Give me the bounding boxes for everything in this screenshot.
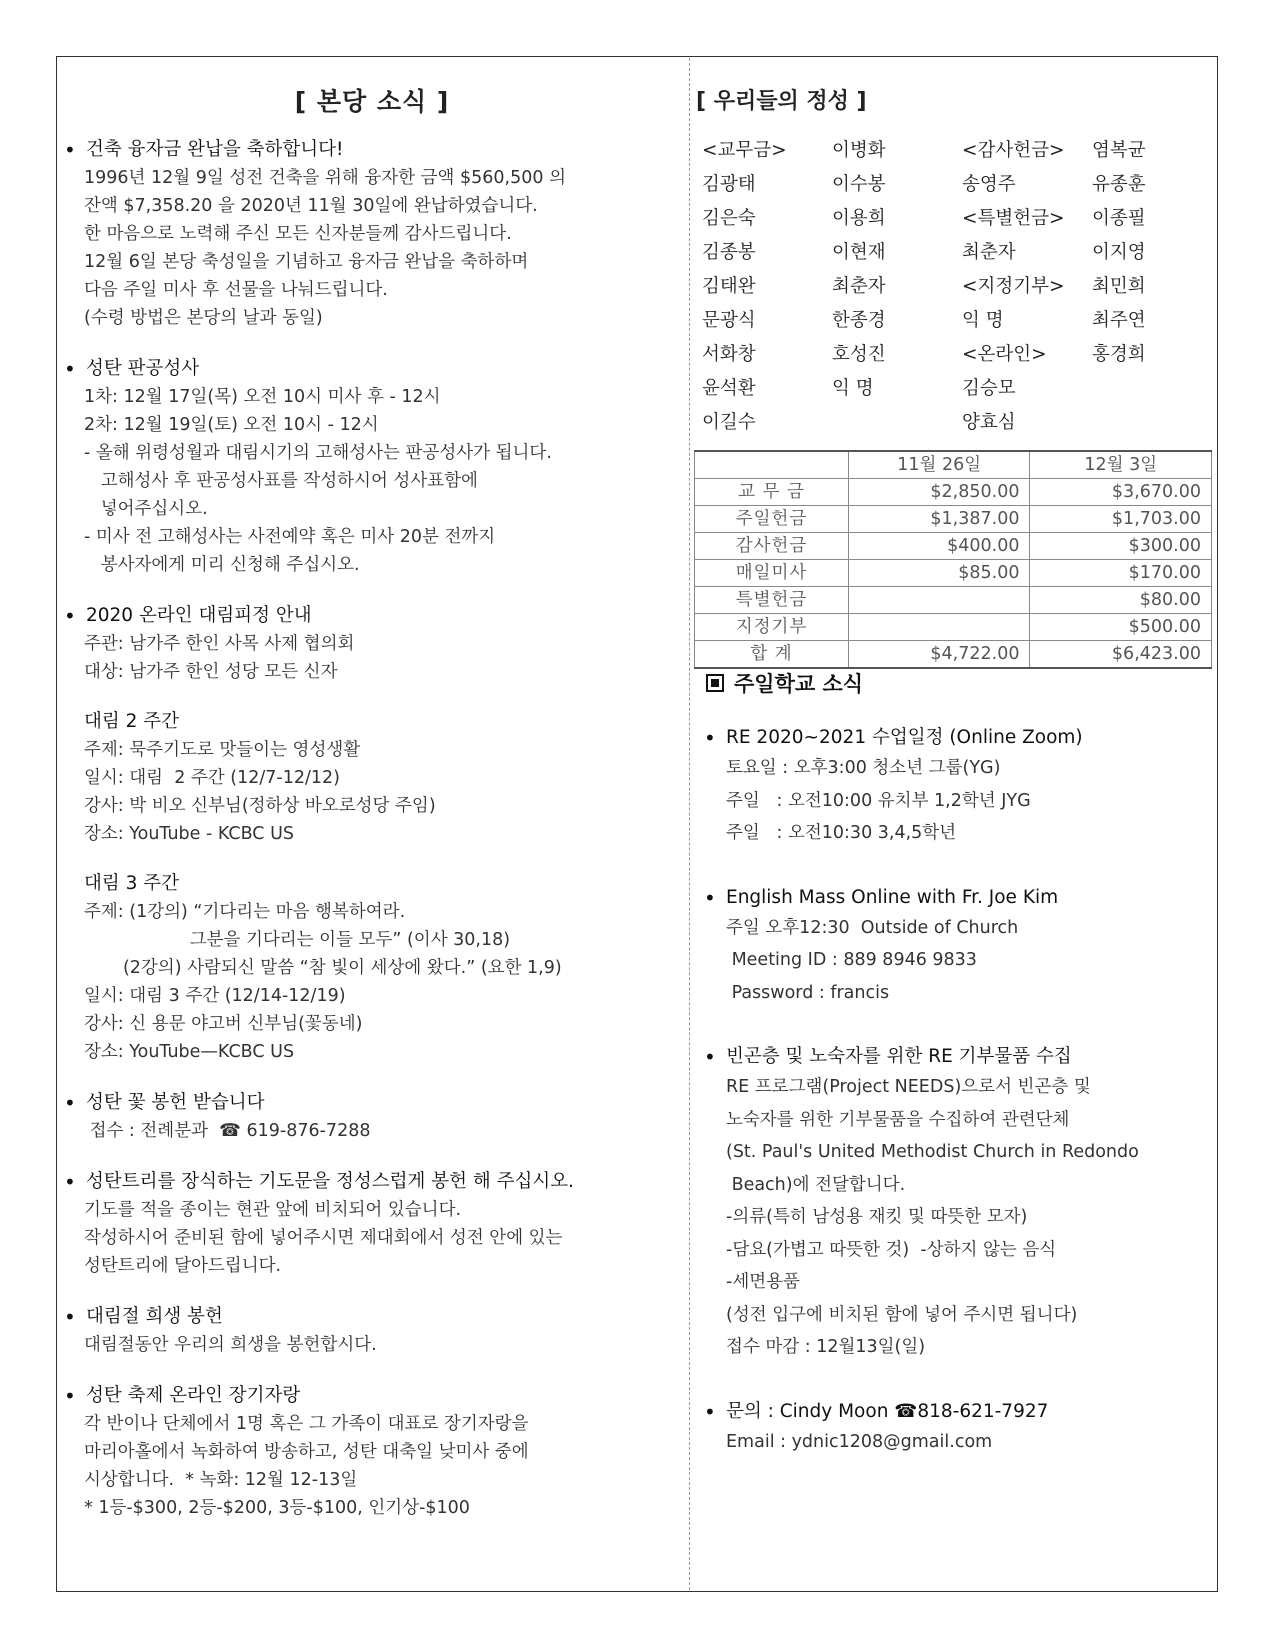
school-line: 접수 마감 : 12월13일(일) bbox=[726, 1337, 926, 1357]
school-line: -담요(가볍고 따뜻한 것) -상하지 않는 음식 bbox=[726, 1239, 1057, 1260]
offering-type: 합 계 bbox=[695, 641, 849, 669]
donor-name: 유종훈 bbox=[1092, 174, 1146, 195]
offering-type: 지정기부 bbox=[695, 614, 849, 641]
offering-amount: $300.00 bbox=[1030, 533, 1212, 560]
news-line: 주제: 묵주기도로 맛들이는 영성생활 bbox=[84, 740, 361, 760]
school-line: 토요일 : 오후3:00 청소년 그룹(YG) bbox=[726, 758, 1001, 778]
news-item-advent-retreat bbox=[62, 602, 702, 1066]
news-line: 작성하시어 준비된 함에 넣어주시면 제대회에서 성전 안에 있는 bbox=[84, 1228, 563, 1248]
news-line: 각 반이나 단체에서 1명 혹은 그 가족이 대표로 장기자랑을 bbox=[84, 1414, 529, 1434]
offerings-title: [ 우리들의 정성 ] bbox=[696, 89, 867, 114]
donor-name: <교무금> bbox=[702, 140, 787, 161]
offering-amount: $6,423.00 bbox=[1030, 641, 1212, 669]
donor-name: <특별헌금> bbox=[962, 208, 1065, 229]
donor-name: 김태완 bbox=[702, 276, 756, 297]
news-line: * 1등-$300, 2등-$200, 3등-$100, 인기상-$100 bbox=[84, 1498, 470, 1518]
school-line: Password : francis bbox=[726, 982, 890, 1003]
news-line: 시상합니다. * 녹화: 12월 12-13일 bbox=[84, 1470, 358, 1490]
offering-amount bbox=[849, 587, 1030, 614]
school-line: 주일 : 오전10:00 유치부 1,2학년 JYG bbox=[726, 790, 1031, 811]
news-line: 그분을 기다리는 이들 모두” (이사 30,18) bbox=[84, 930, 511, 950]
table-row bbox=[695, 614, 1212, 641]
news-line: 마리아홀에서 녹화하여 방송하고, 성탄 대축일 낮미사 중에 bbox=[84, 1442, 529, 1462]
news-item-title: • 성탄 꽃 봉헌 받습니다 bbox=[62, 1089, 702, 1117]
news-line: - 미사 전 고해성사는 사전예약 혹은 미사 20분 전까지 bbox=[84, 527, 496, 547]
donor-name: 이지영 bbox=[1092, 242, 1146, 263]
offering-amount: $3,670.00 bbox=[1030, 479, 1212, 506]
offering-amount: $2,850.00 bbox=[849, 479, 1030, 506]
offering-amount: $400.00 bbox=[849, 533, 1030, 560]
offering-table bbox=[694, 450, 1212, 669]
donor-name: 최민희 bbox=[1092, 276, 1146, 297]
contact-email[interactable]: Email : ydnic1208@gmail.com bbox=[726, 1431, 993, 1452]
table-row bbox=[695, 560, 1212, 587]
school-item-title: • English Mass Online with Fr. Joe Kim bbox=[692, 884, 1212, 912]
donor-name: <지정기부> bbox=[962, 276, 1065, 297]
donor-name: <온라인> bbox=[962, 344, 1047, 365]
donor-list bbox=[702, 134, 1202, 440]
retreat-week-3 bbox=[62, 870, 702, 1066]
retreat-week-title: 대림 2 주간 bbox=[84, 711, 180, 732]
donor-name: 이용희 bbox=[832, 208, 886, 229]
donor-name: 김은숙 bbox=[702, 208, 756, 229]
news-line: 접수 : 전례분과 ☎ 619-876-7288 bbox=[84, 1121, 371, 1141]
news-line: 2차: 12월 19일(토) 오전 10시 - 12시 bbox=[84, 415, 379, 435]
offering-amount: $500.00 bbox=[1030, 614, 1212, 641]
news-line: 주관: 남가주 한인 사목 사제 협의회 bbox=[84, 634, 355, 654]
school-line: 주일 오후12:30 Outside of Church bbox=[726, 917, 1019, 938]
news-line: 잔액 $7,358.20 을 2020년 11월 30일에 완납하였습니다. bbox=[84, 196, 538, 216]
news-line: 주제: (1강의) “기다리는 마음 행복하여라. bbox=[84, 902, 406, 922]
table-row bbox=[695, 506, 1212, 533]
news-line: 1차: 12월 17일(목) 오전 10시 미사 후 - 12시 bbox=[84, 387, 441, 407]
school-item-donation-drive bbox=[692, 1043, 1212, 1364]
school-line: (St. Paul's United Methodist Church in Redondo bbox=[726, 1142, 1139, 1162]
offering-type: 교 무 금 bbox=[695, 479, 849, 506]
donor-name: 김광태 bbox=[702, 174, 756, 195]
news-item-advent-sacrifice bbox=[62, 1303, 702, 1359]
table-header-cell: 11월 26일 bbox=[849, 451, 1030, 479]
offering-amount bbox=[849, 614, 1030, 641]
news-item-loan-payoff bbox=[62, 136, 702, 332]
donor-name: 익 명 bbox=[962, 310, 1004, 331]
donor-name: 호성진 bbox=[832, 344, 886, 365]
school-item-english-mass bbox=[692, 884, 1212, 1010]
news-line: 강사: 박 비오 신부님(정하상 바오로성당 주임) bbox=[84, 796, 436, 816]
school-line: -세면용품 bbox=[726, 1272, 800, 1292]
offering-amount: $80.00 bbox=[1030, 587, 1212, 614]
news-line: 봉사자에게 미리 신청해 주십시오. bbox=[84, 555, 360, 575]
news-item-title: • 2020 온라인 대림피정 안내 bbox=[62, 602, 702, 630]
news-line: 한 마음으로 노력해 주신 모든 신자분들께 감사드립니다. bbox=[84, 224, 512, 244]
donor-name bbox=[1092, 372, 1202, 406]
offering-amount: $1,703.00 bbox=[1030, 506, 1212, 533]
news-line: (수령 방법은 본당의 날과 동일) bbox=[84, 308, 323, 328]
news-item-title: • 대림절 희생 봉헌 bbox=[62, 1303, 702, 1331]
school-line: RE 프로그램(Project NEEDS)으로서 빈곤층 및 bbox=[726, 1077, 1091, 1097]
contact-line: • 문의 : Cindy Moon ☎818-621-7927 bbox=[692, 1398, 1212, 1426]
school-line: 노숙자를 위한 기부물품을 수집하여 관련단체 bbox=[726, 1109, 1070, 1130]
donor-name: 김승모 bbox=[962, 378, 1016, 399]
donor-name: 익 명 bbox=[832, 378, 874, 399]
table-header-cell: 12월 3일 bbox=[1030, 451, 1212, 479]
news-line: (2강의) 사람되신 말씀 “참 빛이 세상에 왔다.” (요한 1,9) bbox=[84, 958, 562, 978]
donor-name: 이수봉 bbox=[832, 174, 886, 195]
table-header-row bbox=[695, 451, 1212, 479]
donor-name: 최주연 bbox=[1092, 310, 1146, 331]
donor-name: 서화창 bbox=[702, 344, 756, 365]
school-line: Beach)에 전달합니다. bbox=[726, 1174, 906, 1195]
news-line: 12월 6일 본당 축성일을 기념하고 융자금 완납을 축하하며 bbox=[84, 252, 529, 272]
news-item-christmas-flowers bbox=[62, 1089, 702, 1145]
donor-name: 이병화 bbox=[832, 140, 886, 161]
table-row bbox=[695, 587, 1212, 614]
news-item-title: • 성탄 판공성사 bbox=[62, 355, 702, 383]
offering-amount: $1,387.00 bbox=[849, 506, 1030, 533]
offering-amount: $170.00 bbox=[1030, 560, 1212, 587]
news-line: 성탄트리에 달아드립니다. bbox=[84, 1256, 282, 1276]
news-line: 장소: YouTube - KCBC US bbox=[84, 824, 295, 844]
news-line: 기도를 적을 종이는 현관 앞에 비치되어 있습니다. bbox=[84, 1200, 462, 1220]
news-line: 장소: YouTube—KCBC US bbox=[84, 1042, 295, 1062]
table-row bbox=[695, 641, 1212, 669]
sunday-school-title: 주일학교 소식 bbox=[734, 672, 864, 696]
news-item-christmas-tree bbox=[62, 1168, 702, 1280]
parish-news-title: [ 본당 소식 ] bbox=[294, 87, 450, 116]
school-line: Meeting ID : 889 8946 9833 bbox=[726, 950, 977, 970]
school-line: (성전 입구에 비치된 함에 넣어 주시면 됩니다) bbox=[726, 1304, 1078, 1325]
news-line: 넣어주십시오. bbox=[84, 499, 208, 519]
news-item-confession bbox=[62, 355, 702, 579]
donor-name: 송영주 bbox=[962, 174, 1016, 195]
donor-name bbox=[832, 406, 962, 440]
school-item-title: • RE 2020~2021 수업일정 (Online Zoom) bbox=[692, 724, 1212, 752]
news-line: 고해성사 후 판공성사표를 작성하시어 성사표함에 bbox=[84, 471, 478, 491]
news-line: 대림절동안 우리의 희생을 봉헌합시다. bbox=[84, 1335, 377, 1355]
news-line: 강사: 신 용문 야고버 신부님(꽃동네) bbox=[84, 1014, 363, 1034]
table-row bbox=[695, 479, 1212, 506]
donor-name: 양효심 bbox=[962, 412, 1016, 433]
offering-type: 주일헌금 bbox=[695, 506, 849, 533]
offering-type: 매일미사 bbox=[695, 560, 849, 587]
school-item-title: • 빈곤층 및 노숙자를 위한 RE 기부물품 수집 bbox=[692, 1043, 1212, 1071]
sunday-school-list bbox=[692, 724, 1212, 1492]
news-line: 다음 주일 미사 후 선물을 나눠드립니다. bbox=[84, 280, 388, 300]
offering-type: 특별헌금 bbox=[695, 587, 849, 614]
donor-name bbox=[1092, 406, 1202, 440]
news-item-title: • 건축 융자금 완납을 축하합니다! bbox=[62, 136, 702, 164]
donor-name: 김종봉 bbox=[702, 242, 756, 263]
offering-amount: $85.00 bbox=[849, 560, 1030, 587]
school-line: 주일 : 오전10:30 3,4,5학년 bbox=[726, 823, 957, 843]
news-line: 일시: 대림 3 주간 (12/14-12/19) bbox=[84, 986, 346, 1006]
news-item-title: • 성탄트리를 장식하는 기도문을 정성스럽게 봉헌 해 주십시오. bbox=[62, 1168, 702, 1196]
donor-name: 최춘자 bbox=[832, 276, 886, 297]
news-item-title: • 성탄 축제 온라인 장기자랑 bbox=[62, 1382, 702, 1410]
offering-type: 감사헌금 bbox=[695, 533, 849, 560]
donor-name: 문광식 bbox=[702, 310, 756, 331]
sunday-school-heading bbox=[706, 668, 863, 698]
retreat-week-title: 대림 3 주간 bbox=[84, 873, 180, 894]
school-item-contact bbox=[692, 1398, 1212, 1459]
news-line: - 올해 위령성월과 대림시기의 고해성사는 판공성사가 됩니다. bbox=[84, 443, 552, 463]
news-line: 1996년 12월 9일 성전 건축을 위해 융자한 금액 $560,500 의 bbox=[84, 168, 566, 188]
news-line: 일시: 대림 2 주간 (12/7-12/12) bbox=[84, 768, 340, 788]
parish-news-list bbox=[62, 136, 702, 1545]
square-bullet-icon bbox=[706, 674, 724, 692]
donor-name: 한종경 bbox=[832, 310, 886, 331]
donor-name: 이길수 bbox=[702, 412, 756, 433]
donor-name: 이현재 bbox=[832, 242, 886, 263]
offering-amount: $4,722.00 bbox=[849, 641, 1030, 669]
news-item-talent-show bbox=[62, 1382, 702, 1522]
donor-name: 최춘자 bbox=[962, 242, 1016, 263]
school-line: -의류(특히 남성용 재킷 및 따뜻한 모자) bbox=[726, 1207, 1028, 1227]
donor-name: 염복균 bbox=[1092, 140, 1146, 161]
donor-name: <감사헌금> bbox=[962, 140, 1065, 161]
table-header-cell bbox=[695, 451, 849, 479]
donor-name: 이종필 bbox=[1092, 208, 1146, 229]
news-line: 대상: 남가주 한인 성당 모든 신자 bbox=[84, 662, 338, 682]
table-row bbox=[695, 533, 1212, 560]
donor-name: 홍경희 bbox=[1092, 344, 1146, 365]
donor-name: 윤석환 bbox=[702, 378, 756, 399]
school-item-schedule bbox=[692, 724, 1212, 850]
retreat-week-2 bbox=[62, 708, 702, 848]
